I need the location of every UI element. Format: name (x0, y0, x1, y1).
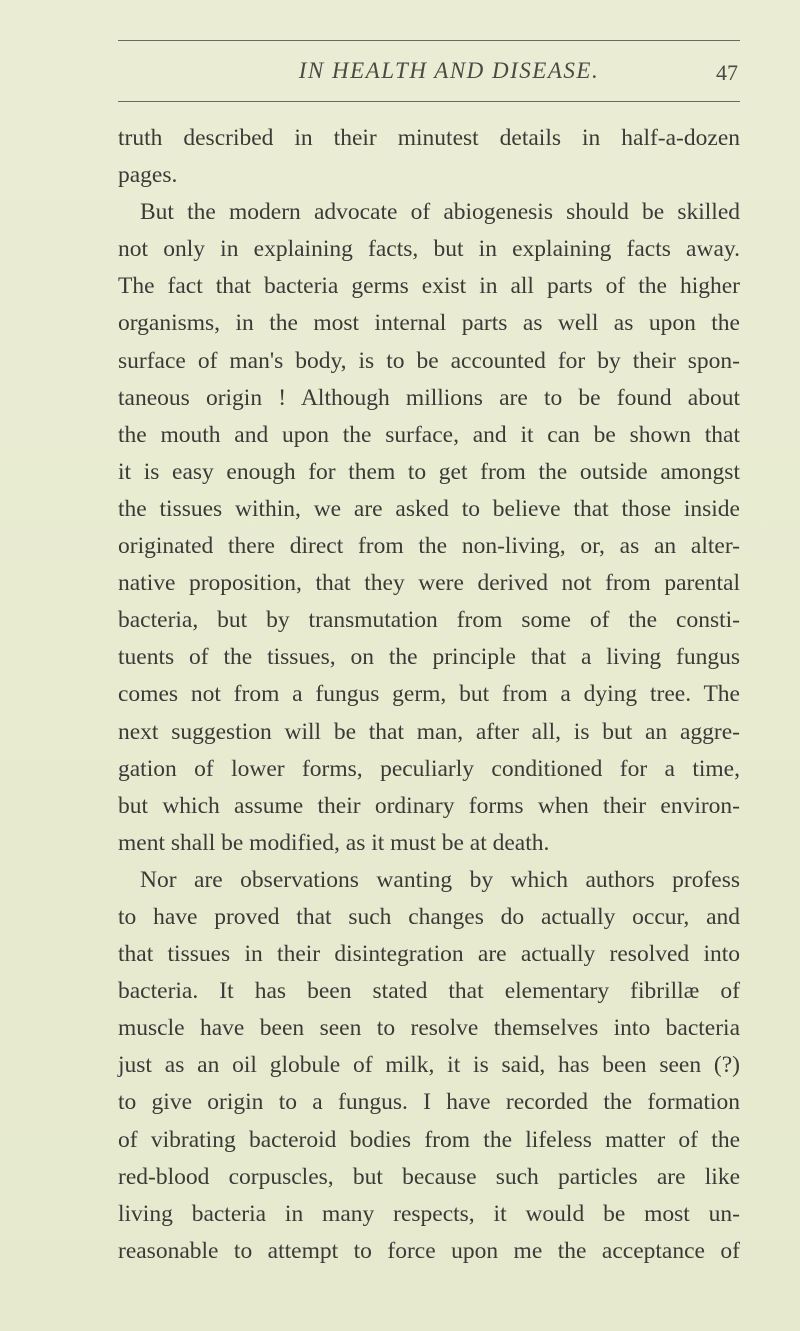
text-line: But the modern advocate of abiogenesis should be skilled (140, 199, 740, 226)
running-head-title: IN HEALTH AND DISEASE. (298, 58, 600, 83)
text-line: next suggestion will be that man, after all, is but an aggre- (118, 718, 740, 745)
text-line: truth described in their minutest details in half-a-dozen (118, 125, 740, 151)
text-line: of vibrating bacteroid bodies from the lifeless matter of the (118, 1126, 740, 1153)
text-line: surface of man's body, is to be accounted for by their spon- (118, 347, 740, 374)
text-line: reasonable to attempt to force upon me the acceptance of (118, 1237, 740, 1264)
text-line: taneous origin ! Although millions are to be found about (118, 384, 740, 411)
body-text (118, 120, 740, 1270)
text-line: originated there direct from the non-living, or, as an alter- (118, 533, 740, 560)
text-line: to have proved that such changes do actually occur, and (118, 903, 740, 930)
text-line: the mouth and upon the surface, and it can be shown that (118, 421, 740, 448)
text-line: muscle have been seen to resolve themselves into bacteria (118, 1015, 740, 1042)
text-line: red-blood corpuscles, but because such particles are like (118, 1163, 740, 1190)
text-line: native proposition, that they were derived not from parental (118, 570, 740, 597)
text-line: to give origin to a fungus. I have recorded the formation (118, 1089, 740, 1116)
text-line: the tissues within, we are asked to believe that those inside (118, 495, 740, 522)
text-line: pages. (118, 162, 178, 189)
page-number: 47 (716, 60, 738, 85)
text-line: living bacteria in many respects, it would be most un- (118, 1200, 740, 1227)
text-line: ment shall be modified, as it must be at death. (118, 829, 550, 856)
text-line: just as an oil globule of milk, it is said, has been seen (?) (118, 1052, 740, 1079)
text-line: not only in explaining facts, but in explaining facts away. (118, 236, 740, 263)
top-rule (118, 40, 740, 41)
text-line: tuents of the tissues, on the principle that a living fungus (118, 644, 740, 671)
text-line: it is easy enough for them to get from the outside amongst (118, 458, 740, 485)
text-line: bacteria, but by transmutation from some of the consti- (118, 607, 740, 634)
head-rule (118, 101, 740, 102)
text-line: organisms, in the most internal parts as well as upon the (118, 310, 740, 337)
text-line: comes not from a fungus germ, but from a dying tree. The (118, 681, 740, 708)
text-line: The fact that bacteria germs exist in all parts of the higher (118, 273, 740, 300)
text-line: but which assume their ordinary forms when their environ- (118, 792, 740, 819)
text-line: bacteria. It has been stated that elementary fibrillæ of (118, 978, 740, 1005)
text-line: that tissues in their disintegration are actually resolved into (118, 941, 740, 968)
text-line: Nor are observations wanting by which authors profess (140, 866, 740, 893)
text-line: gation of lower forms, peculiarly conditioned for a time, (118, 755, 740, 782)
running-head (118, 58, 740, 92)
